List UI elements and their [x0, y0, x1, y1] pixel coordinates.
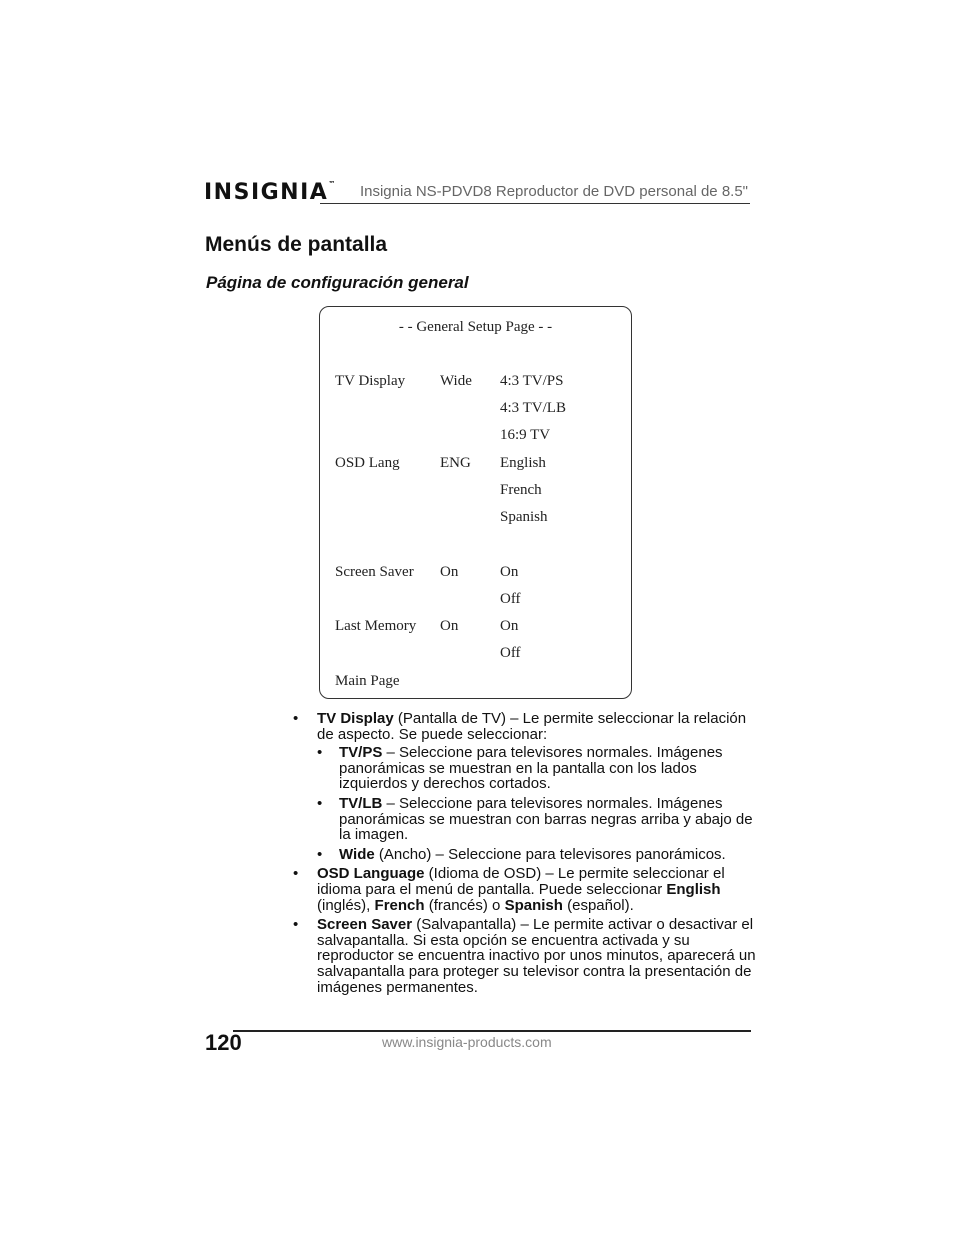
- subsection-title: Página de configuración general: [206, 273, 469, 292]
- menu-option-current: Wide: [440, 373, 472, 389]
- desc-screen-saver: (Salvapantalla) – Le permite activar o desactivar el salvapantalla. Si esta opción se encuentra activada y su reproductor se encuentra inactivo por unos minutos, aparecerá un salvapantalla para proteger su televisor contra la presentación de imágenes permanentes.: [317, 916, 756, 996]
- term-tv-display: TV Display: [317, 710, 394, 727]
- option-french: French: [374, 896, 425, 914]
- brand-logo: [204, 180, 335, 205]
- term-wide: Wide: [339, 845, 375, 863]
- term-screen-saver: Screen Saver: [317, 916, 413, 934]
- sub-bullet-tv-ps: [317, 745, 756, 792]
- desc-tv-lb: – Seleccione para televisores normales. Imágenes panorámicas se muestran con barras negras arriba y abajo de la imagen.: [339, 794, 753, 844]
- bullet-screen-saver: [291, 917, 756, 995]
- trademark-mark: ™: [328, 180, 336, 188]
- bullet-tv-display: [291, 711, 756, 862]
- menu-option-choice: 4:3 TV/LB: [500, 400, 566, 416]
- option-english: English: [666, 880, 721, 898]
- sub-bullet-list: [317, 745, 756, 862]
- menu-option-choice: On: [500, 564, 519, 580]
- header-rule: [320, 203, 750, 204]
- menu-option-label: Main Page: [335, 673, 400, 689]
- menu-option-label: TV Display: [335, 373, 406, 389]
- option-spanish: Spanish: [504, 896, 563, 914]
- term-tv-lb: TV/LB: [339, 794, 383, 812]
- desc-tv-ps: – Seleccione para televisores normales. Imágenes panorámicas se muestran en la pantalla con los lados izquierdos y derechos cortados.: [339, 744, 723, 793]
- menu-option-choice: 4:3 TV/PS: [500, 373, 564, 389]
- menu-title: - - General Setup Page - -: [398, 319, 553, 335]
- desc-osd-language-1: (Idioma de OSD) – Le permite seleccionar el idioma para el menú de pantalla. Puede seleccionar: [317, 865, 725, 898]
- sub-bullet-wide: [317, 847, 756, 863]
- menu-option-current: On: [440, 564, 459, 580]
- menu-option-choice: French: [500, 482, 542, 498]
- menu-option-choice: 16:9 TV: [500, 427, 551, 443]
- term-osd-language: OSD Language: [317, 865, 425, 883]
- menu-option-choice: Spanish: [500, 509, 548, 525]
- page-number: 120: [205, 1030, 242, 1055]
- brand-logo-text: INSIGNIA: [204, 180, 329, 205]
- menu-option-choice: On: [500, 618, 519, 634]
- menu-option-choice: Off: [500, 645, 521, 661]
- desc-osd-language-3: (francés) o: [424, 896, 505, 914]
- desc-osd-language-4: (español).: [562, 896, 634, 914]
- running-header: Insignia NS-PDVD8 Reproductor de DVD personal de 8.5": [359, 183, 748, 200]
- bullet-list: [291, 711, 756, 995]
- menu-option-choice: Off: [500, 591, 521, 607]
- section-title: Menús de pantalla: [205, 233, 388, 256]
- menu-option-label: Screen Saver: [335, 564, 414, 580]
- menu-option-current: On: [440, 618, 459, 634]
- menu-option-current: ENG: [440, 455, 471, 471]
- footer-url: www.insignia-products.com: [382, 1034, 552, 1050]
- body-text: [291, 711, 756, 999]
- desc-tv-display: (Pantalla de TV) – Le permite seleccionar la relación de aspecto. Se puede seleccionar:: [317, 710, 747, 743]
- general-setup-menu-diagram: [319, 306, 632, 699]
- desc-osd-language-2: (inglés),: [317, 896, 375, 914]
- footer-rule: [233, 1030, 751, 1032]
- term-tv-ps: TV/PS: [339, 744, 383, 762]
- menu-option-label: OSD Lang: [335, 455, 400, 471]
- menu-option-choice: English: [500, 455, 546, 471]
- menu-option-label: Last Memory: [335, 618, 417, 634]
- desc-wide: (Ancho) – Seleccione para televisores panorámicos.: [374, 845, 726, 863]
- sub-bullet-tv-lb: [317, 796, 756, 843]
- bullet-osd-language: [291, 866, 756, 913]
